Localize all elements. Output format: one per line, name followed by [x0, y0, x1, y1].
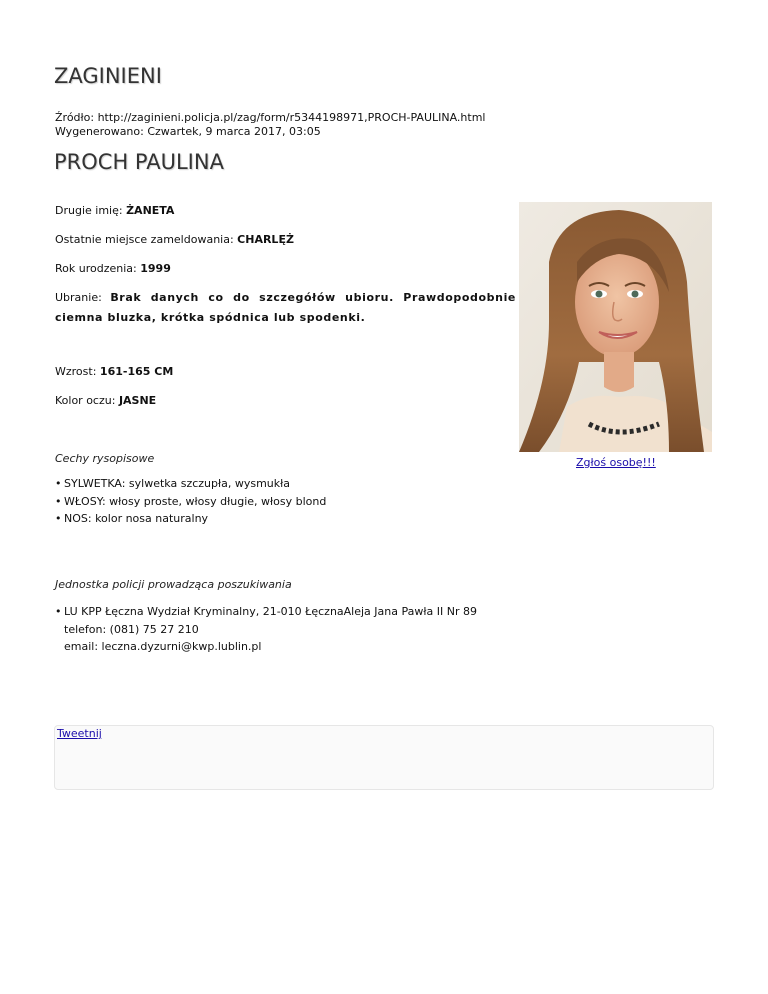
report-person-link[interactable]: Zgłoś osobę!!! — [576, 456, 656, 469]
list-item: • WŁOSY: włosy proste, włosy długie, włosy blond — [55, 493, 326, 511]
features-title: Cechy rysopisowe — [55, 452, 155, 465]
police-unit-name: • LU KPP Łęczna Wydział Kryminalny, 21-010 ŁęcznaAleja Jana Pawła II Nr 89 — [55, 603, 477, 621]
list-item: • NOS: kolor nosa naturalny — [55, 510, 326, 528]
features-list — [55, 475, 326, 528]
police-unit — [55, 603, 477, 656]
police-unit-title: Jednostka policji prowadząca poszukiwania — [55, 578, 292, 591]
field-birth-year — [55, 260, 171, 278]
second-name-label: Drugie imię: — [55, 204, 127, 217]
police-unit-email: email: leczna.dyzurni@kwp.lublin.pl — [64, 640, 262, 653]
person-photo — [519, 202, 712, 452]
field-residence — [55, 231, 294, 249]
residence-value: CHARLĘŻ — [237, 233, 294, 246]
eyes-value: JASNE — [118, 394, 157, 407]
field-second-name — [55, 202, 174, 220]
police-unit-phone: telefon: (081) 75 27 210 — [64, 622, 199, 636]
document-meta — [55, 111, 485, 139]
birth-year-value: 1999 — [140, 262, 171, 275]
clothes-value: Brak danych co do szczegółów ubioru. Prawdopodobnie ciemna bluzka, krótka spódnica lub spodenki. — [55, 291, 516, 324]
tweet-widget — [54, 725, 714, 790]
field-eyes — [55, 392, 156, 410]
generated-date: Wygenerowano: Czwartek, 9 marca 2017, 03:05 — [55, 125, 321, 138]
person-name: PROCH PAULINA — [54, 150, 224, 174]
eyes-label: Kolor oczu: — [55, 394, 119, 407]
second-name-value: ŻANETA — [126, 204, 175, 217]
source-url: Źródło: http://zaginieni.policja.pl/zag/form/r5344198971,PROCH-PAULINA.html — [55, 111, 486, 124]
list-item: • SYLWETKA: sylwetka szczupła, wysmukła — [55, 475, 326, 493]
portrait-image — [519, 202, 712, 452]
field-height — [55, 363, 173, 381]
field-clothes — [55, 288, 516, 328]
site-title: ZAGINIENI — [54, 64, 162, 88]
tweet-link[interactable]: Tweetnij — [57, 727, 102, 740]
residence-label: Ostatnie miejsce zameldowania: — [55, 233, 238, 246]
birth-year-label: Rok urodzenia: — [55, 262, 141, 275]
height-label: Wzrost: — [55, 365, 100, 378]
clothes-label: Ubranie: — [55, 291, 111, 304]
height-value: 161-165 CM — [99, 365, 174, 378]
